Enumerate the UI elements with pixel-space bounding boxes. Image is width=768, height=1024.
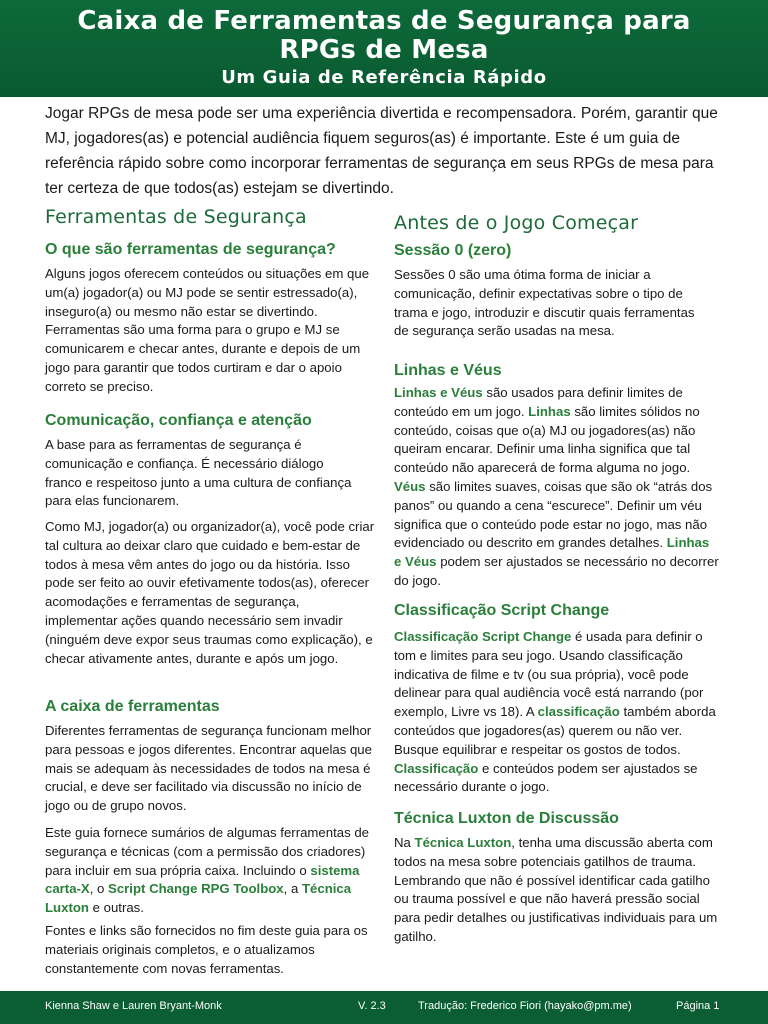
- lines-hl: Linhas: [528, 403, 571, 419]
- paragraph-communication-2: Como MJ, jogador(a) ou organizador(a), você pode criar tal cultura ao deixar claro que cuidado e bem-estar de todos à mesa vêm antes do jogo ou da história. Isso pode ser feito ao ouvir efetivamente todos(as), oferecer acomodações e ferramentas de segurança, implementar ações quando necessário sem invadir (ninguém deve expor seus traumas como explicação), e checar ativamente antes, durante e após um jogo.: [45, 519, 375, 666]
- rating-hl-2: classificação: [537, 704, 620, 720]
- link-luxton-technique[interactable]: Técnica Luxton: [45, 881, 352, 916]
- lines-veils-hl-2: Linhas e Véus: [394, 535, 710, 570]
- footer-page-number: Página 1: [676, 1000, 720, 1012]
- page-subtitle: Um Guia de Referência Rápido: [221, 67, 547, 88]
- luxton-text-c: , tenha uma discussão aberta com todos na mesa sobre potenciais gatilhos de trauma. Lembrando que não é possível identificar cada gatilho ou trauma possível e que não haverá pressão social para pedir detalhes ou justificativas individuais para um gatilho.: [394, 835, 718, 944]
- paragraph-what-are-tools: Alguns jogos oferecem conteúdos ou situações em que um(a) jogador(a) ou MJ pode se sentir estressado(a), inseguro(a) ou mesmo não estar se divertindo. Ferramentas são uma forma para o grupo e MJ se comunicarem e checar antes, durante e depois de um jogo para garantir que todos curtiram e dar o apoio correto se preciso.: [45, 266, 370, 394]
- subheading-toolbox: A caixa de ferramentas: [45, 698, 220, 715]
- footer-authors: Kienna Shaw e Lauren Bryant-Monk: [45, 1000, 222, 1012]
- paragraph-toolbox-3: Fontes e links são fornecidos no fim deste guia para os materiais originais completos, e o atualizamos constantemente com novas ferramentas.: [45, 923, 368, 976]
- subheading-lines-veils: Linhas e Véus: [394, 362, 502, 379]
- luxton-hl: Técnica Luxton: [414, 835, 512, 850]
- toolbox-2-text-g: e outras.: [88, 900, 144, 916]
- rating-hl-3: Classificação: [394, 760, 479, 776]
- veils-hl: Véus: [394, 478, 426, 494]
- section-heading-before-game: Antes de o Jogo Começar: [394, 212, 639, 234]
- footer-translation: Tradução: Frederico Fiori (hayako@pm.me): [418, 1000, 632, 1012]
- section-heading-safety-tools: Ferramentas de Segurança: [45, 206, 307, 228]
- link-script-change[interactable]: Script Change RPG Toolbox: [108, 881, 284, 897]
- paragraph-session-zero: Sessões 0 são uma ótima forma de iniciar a comunicação, definir expectativas sobre o tipo de trama e jogo, introduzir e discutir quais ferramentas de segurança serão usadas na mesa.: [394, 267, 695, 339]
- footer-version: V. 2.3: [358, 1000, 386, 1012]
- lines-veils-text-d: são limites sólidos no conteúdo, coisas que o(a) MJ ou jogadores(as) não queiram encarar. Definir uma linha significa que tal conteúdo não aparecerá de forma alguma no jogo.: [394, 403, 700, 476]
- paragraph-communication-1: A base para as ferramentas de segurança é comunicação e confiança. É necessário diálogo franco e respeitoso junto a uma cultura de confiança para elas funcionarem.: [45, 437, 352, 509]
- link-x-card[interactable]: sistema carta-X: [45, 862, 360, 897]
- subheading-luxton: Técnica Luxton de Discussão: [394, 810, 619, 827]
- lines-veils-text-h: podem ser ajustados se necessário no decorrer do jogo.: [394, 554, 719, 588]
- intro-paragraph: Jogar RPGs de mesa pode ser uma experiência divertida e recompensadora. Porém, garantir que MJ, jogadores(as) e potencial audiência fiquem seguros(as) é importante. Este é um guia de referência rápido sobre como incorporar ferramentas de segurança em seus RPGs de mesa para ter certeza de que todos(as) estejam se divertindo.: [45, 105, 718, 197]
- subheading-session-zero: Sessão 0 (zero): [394, 242, 512, 259]
- toolbox-2-text-c: , o: [89, 881, 109, 897]
- paragraph-toolbox-2: [45, 824, 375, 918]
- rating-text-d: também aborda conteúdos que jogadores(as) querem ou não ver. Busque equilibrar e respeitar os gostos de todos.: [394, 704, 716, 757]
- paragraph-toolbox-1: Diferentes ferramentas de segurança funcionam melhor para pessoas e jogos diferentes. Encontrar aquelas que mais se adequam às necessidades de todos na mesa é crucial, e deve ser facilitado via discussão no início de jogo ou de grupo novos.: [45, 723, 372, 814]
- lines-veils-text-f: são limites suaves, coisas que são ok “atrás dos panos” ou quando a cena “escurece”. Definir um véu significa que o conteúdo pode estar no jogo, mas não evidenciado ou descrito em grandes detalhes.: [394, 478, 713, 551]
- subheading-script-change-rating: Classificação Script Change: [394, 602, 610, 619]
- toolbox-2-text-a: Este guia fornece sumários de algumas ferramentas de segurança e técnicas (com a permissão dos criadores) para incluir em sua própria caixa. Incluindo o: [45, 825, 369, 878]
- title-line-1: Caixa de Ferramentas de Segurança para: [77, 6, 691, 36]
- toolbox-2-text-e: , a: [283, 881, 302, 897]
- page-footer: [0, 991, 768, 1024]
- rating-text-b: é usada para definir o tom e limites para seu jogo. Usando classificação indicativa de filme e tv (ou sua própria), você pode delinear para qual audiência você está narrando (por exemplo, Livre vs 18). A: [394, 629, 704, 720]
- rating-hl-1: Classificação Script Change: [394, 629, 572, 644]
- subheading-communication: Comunicação, confiança e atenção: [45, 412, 312, 429]
- lines-veils-text-b: são usados para definir limites de conteúdo em um jogo.: [394, 385, 683, 419]
- rating-text-f: e conteúdos podem ser ajustados se necessário durante o jogo.: [394, 760, 698, 795]
- lines-veils-hl-1: Linhas e Véus: [394, 385, 483, 400]
- title-line-2: RPGs de Mesa: [279, 35, 489, 65]
- page-title: [0, 0, 768, 65]
- luxton-text-a: Na: [394, 835, 415, 850]
- subheading-what-are-tools: O que são ferramentas de segurança?: [45, 241, 336, 258]
- paragraph-script-change-rating: [394, 628, 724, 797]
- paragraph-lines-veils: [394, 384, 720, 591]
- page-header: [0, 0, 768, 97]
- paragraph-luxton: [394, 834, 720, 947]
